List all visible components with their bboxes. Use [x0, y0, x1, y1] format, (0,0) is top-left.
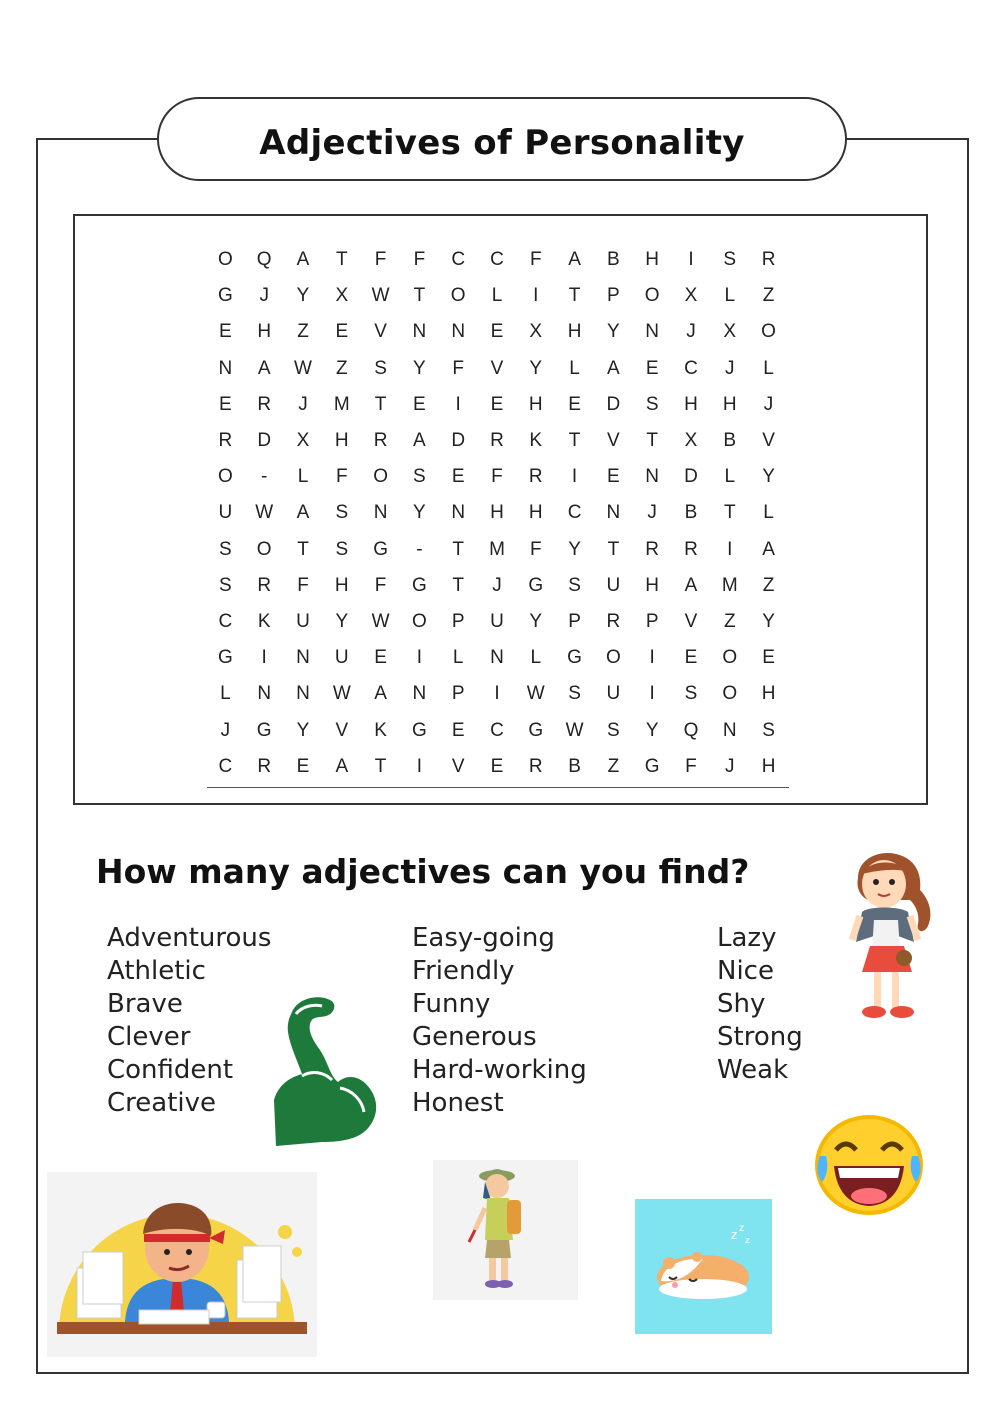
grid-letter: E	[451, 466, 465, 488]
grid-letter: C	[684, 357, 698, 379]
grid-letter: G	[411, 719, 427, 741]
grid-letter: Y	[645, 719, 659, 741]
word-item: Brave	[107, 989, 183, 1019]
grid-row	[206, 278, 789, 314]
grid-letter: H	[490, 502, 504, 524]
grid-letter: S	[374, 357, 387, 379]
grid-letter: Y	[413, 502, 426, 524]
grid-letter: N	[257, 683, 272, 705]
grid-letter: H	[257, 321, 272, 343]
grid-letter: T	[452, 574, 464, 596]
grid-letter: S	[762, 719, 775, 741]
grid-letter: R	[257, 393, 272, 415]
word-item: Funny	[412, 989, 491, 1019]
grid-letter: S	[607, 719, 620, 741]
grid-letter: R	[218, 430, 233, 452]
grid-letter: X	[684, 285, 698, 307]
word-item: Hard-working	[412, 1055, 587, 1085]
grid-letter: J	[220, 719, 231, 741]
grid-letter: P	[568, 610, 581, 632]
grid-letter: O	[722, 683, 738, 705]
word-item: Shy	[717, 989, 766, 1019]
grid-letter: U	[296, 610, 310, 632]
grid-letter: S	[723, 249, 737, 271]
grid-letter: H	[334, 430, 349, 452]
grid-letter: R	[645, 538, 660, 560]
grid-letter: Z	[762, 285, 775, 307]
word-list-column-2	[412, 922, 587, 1120]
grid-letter: X	[335, 285, 349, 307]
grid-letter: A	[296, 249, 310, 271]
grid-letter: Z	[762, 574, 775, 596]
grid-letter: Z	[723, 610, 736, 632]
word-item: Adventurous	[107, 923, 272, 953]
grid-letter: G	[218, 647, 233, 669]
grid-letter: Y	[296, 719, 310, 741]
grid-letter: R	[761, 249, 776, 271]
grid-letter: S	[335, 502, 349, 524]
grid-row	[206, 532, 789, 568]
grid-letter: T	[297, 538, 309, 560]
grid-letter: H	[528, 502, 543, 524]
grid-letter: Y	[762, 466, 775, 488]
question-heading: How many adjectives can you find?	[96, 852, 750, 891]
grid-letter: G	[373, 538, 388, 560]
grid-letter: E	[490, 393, 504, 415]
grid-row	[206, 351, 789, 387]
grid-letter: E	[490, 755, 504, 777]
grid-letter: L	[297, 466, 309, 488]
grid-letter: R	[257, 755, 272, 777]
grid-row	[206, 676, 789, 712]
grid-letter: J	[298, 393, 308, 415]
word-item: Confident	[107, 1055, 234, 1085]
grid-letter: S	[335, 538, 349, 560]
grid-letter: H	[334, 574, 349, 596]
grid-letter: N	[606, 502, 621, 524]
grid-letter: E	[645, 357, 659, 379]
grid-letter: V	[451, 755, 465, 777]
grid-letter: U	[218, 502, 233, 524]
grid-row	[206, 242, 789, 278]
grid-letter: Z	[335, 357, 348, 379]
grid-letter: D	[606, 393, 621, 415]
grid-letter: T	[568, 285, 581, 307]
grid-letter: V	[607, 430, 620, 452]
grid-letter: W	[294, 357, 312, 379]
grid-letter: V	[374, 321, 387, 343]
grid-letter: E	[374, 647, 387, 669]
grid-letter: J	[763, 393, 774, 415]
grid-letter: A	[374, 683, 387, 705]
svg-text:z: z	[731, 1228, 738, 1242]
grid-letter: O	[411, 610, 427, 632]
word-item: Honest	[412, 1088, 504, 1118]
grid-letter: N	[722, 719, 737, 741]
grid-letter: H	[567, 321, 582, 343]
grid-letter: D	[257, 430, 272, 452]
grid-letter: V	[490, 357, 504, 379]
grid-letter: R	[684, 538, 698, 560]
grid-letter: S	[684, 683, 698, 705]
grid-letter: N	[373, 502, 388, 524]
grid-letter: H	[684, 393, 698, 415]
grid-letter: G	[411, 574, 427, 596]
grid-letter: N	[490, 647, 504, 669]
grid-letter: C	[218, 610, 233, 632]
grid-letter: Q	[683, 719, 699, 741]
grid-letter: I	[416, 647, 423, 669]
grid-letter: X	[684, 430, 698, 452]
grid-letter: L	[763, 357, 774, 379]
grid-letter: W	[565, 719, 584, 741]
grid-letter: Z	[607, 755, 620, 777]
grid-letter: N	[412, 321, 427, 343]
grid-letter: N	[451, 321, 466, 343]
grid-letter: E	[762, 647, 775, 669]
word-item: Weak	[717, 1055, 789, 1085]
grid-letter: J	[725, 755, 735, 777]
grid-letter: A	[335, 755, 349, 777]
grid-letter: L	[530, 647, 542, 669]
grid-letter: R	[257, 574, 272, 596]
grid-letter: O	[218, 249, 233, 271]
grid-letter: C	[490, 249, 504, 271]
grid-letter: X	[529, 321, 543, 343]
grid-letter: E	[219, 393, 232, 415]
word-search-grid	[206, 242, 789, 785]
grid-letter: N	[645, 466, 660, 488]
grid-letter: A	[257, 357, 271, 379]
grid-letter: J	[647, 502, 657, 524]
grid-letter: I	[649, 647, 655, 669]
grid-letter: S	[413, 466, 426, 488]
grid-letter: H	[722, 393, 737, 415]
page-title: Adjectives of Personality	[259, 123, 745, 163]
grid-letter: I	[727, 538, 733, 560]
grid-letter: B	[568, 755, 581, 777]
word-list-column-1	[107, 922, 271, 1120]
title-banner	[157, 97, 847, 181]
grid-letter: E	[335, 321, 349, 343]
grid-letter: F	[452, 357, 464, 379]
grid-letter: G	[256, 719, 272, 741]
grid-letter: K	[374, 719, 387, 741]
grid-letter: Y	[335, 610, 349, 632]
grid-letter: O	[373, 466, 388, 488]
girl-illustration	[838, 850, 938, 1025]
grid-letter: O	[256, 538, 272, 560]
word-item: Easy-going	[412, 923, 555, 953]
grid-letter: T	[568, 430, 581, 452]
grid-letter: O	[218, 466, 233, 488]
grid-letter: G	[567, 647, 582, 669]
grid-letter: E	[568, 393, 581, 415]
grid-letter: N	[412, 683, 427, 705]
muscle-arm-icon	[268, 992, 386, 1152]
grid-letter: C	[451, 249, 466, 271]
grid-letter: X	[723, 321, 737, 343]
grid-letter: O	[450, 285, 466, 307]
grid-letter: S	[568, 574, 581, 596]
grid-letter: Y	[296, 285, 310, 307]
svg-text:z: z	[739, 1223, 745, 1234]
grid-letter: I	[688, 249, 694, 271]
grid-letter: E	[296, 755, 310, 777]
grid-letter: F	[685, 755, 697, 777]
grid-letter: N	[296, 647, 310, 669]
grid-letter: Q	[256, 249, 272, 271]
word-item: Lazy	[717, 923, 777, 953]
grid-letter: A	[762, 538, 775, 560]
grid-letter: E	[219, 321, 232, 343]
explorer-boy-illustration	[433, 1160, 578, 1300]
grid-letter: T	[374, 755, 387, 777]
grid-letter: Y	[762, 610, 775, 632]
grid-letter: V	[335, 719, 349, 741]
grid-letter: I	[261, 647, 267, 669]
grid-letter: N	[451, 502, 466, 524]
grid-letter: B	[684, 502, 698, 524]
grid-letter: V	[684, 610, 698, 632]
grid-letter: P	[451, 683, 465, 705]
grid-letter: I	[494, 683, 500, 705]
grid-letter: T	[452, 538, 464, 560]
grid-letter: B	[607, 249, 620, 271]
word-item: Generous	[412, 1022, 537, 1052]
grid-letter: C	[567, 502, 582, 524]
grid-letter: M	[489, 538, 505, 560]
grid-letter: V	[762, 430, 775, 452]
grid-letter: F	[374, 574, 387, 596]
grid-letter: L	[724, 466, 736, 488]
word-item: Friendly	[412, 956, 515, 986]
grid-letter: P	[451, 610, 465, 632]
grid-letter: D	[684, 466, 698, 488]
grid-letter: M	[721, 574, 738, 596]
grid-letter: I	[455, 393, 461, 415]
grid-letter: S	[568, 683, 581, 705]
grid-letter: N	[218, 357, 233, 379]
grid-letter: L	[724, 285, 736, 307]
grid-letter: Y	[568, 538, 581, 560]
grid-letter: -	[261, 466, 268, 488]
grid-letter: E	[413, 393, 426, 415]
sleeping-hamster-illustration	[635, 1199, 772, 1334]
grid-letter: K	[529, 430, 543, 452]
grid-letter: E	[684, 647, 698, 669]
grid-letter: H	[645, 249, 660, 271]
grid-row	[206, 640, 789, 676]
grid-letter: R	[528, 755, 543, 777]
hard-working-man-illustration	[47, 1172, 317, 1357]
grid-row	[206, 568, 789, 604]
grid-letter: G	[218, 285, 233, 307]
grid-letter: O	[761, 321, 776, 343]
grid-letter: X	[296, 430, 310, 452]
grid-letter: G	[528, 719, 544, 741]
grid-letter: L	[452, 647, 464, 669]
grid-letter: Y	[413, 357, 426, 379]
grid-letter: O	[644, 285, 660, 307]
grid-letter: U	[606, 683, 621, 705]
grid-letter: G	[528, 574, 544, 596]
grid-letter: J	[259, 285, 269, 307]
grid-letter: F	[413, 249, 426, 271]
grid-letter: J	[492, 574, 502, 596]
grid-letter: E	[490, 321, 504, 343]
grid-letter: L	[220, 683, 231, 705]
grid-letter: I	[649, 683, 655, 705]
grid-letter: F	[529, 538, 542, 560]
grid-letter: P	[645, 610, 659, 632]
grid-letter: G	[644, 755, 660, 777]
grid-letter: F	[491, 466, 503, 488]
grid-letter: W	[255, 502, 274, 524]
grid-letter: L	[569, 357, 580, 379]
grid-letter: A	[607, 357, 620, 379]
grid-letter: A	[684, 574, 698, 596]
grid-letter: U	[606, 574, 621, 596]
grid-letter: M	[333, 393, 350, 415]
grid-letter: W	[371, 285, 390, 307]
grid-letter: F	[374, 249, 387, 271]
grid-letter: Y	[529, 357, 543, 379]
grid-letter: D	[451, 430, 466, 452]
grid-row	[206, 459, 789, 495]
grid-letter: E	[607, 466, 620, 488]
grid-letter: A	[413, 430, 426, 452]
laughing-emoji-icon	[812, 1112, 926, 1218]
grid-letter: K	[257, 610, 271, 632]
grid-letter: U	[490, 610, 504, 632]
grid-letter: S	[219, 538, 232, 560]
word-item: Athletic	[107, 956, 206, 986]
grid-row	[206, 749, 789, 785]
grid-letter: R	[490, 430, 504, 452]
grid-letter: T	[335, 249, 348, 271]
word-item: Strong	[717, 1022, 803, 1052]
grid-letter: U	[334, 647, 349, 669]
grid-letter: -	[416, 538, 423, 560]
grid-letter: W	[371, 610, 390, 632]
grid-letter: T	[374, 393, 387, 415]
grid-letter: J	[686, 321, 696, 343]
grid-letter: A	[568, 249, 581, 271]
word-item: Nice	[717, 956, 774, 986]
grid-letter: T	[607, 538, 620, 560]
grid-letter: N	[645, 321, 660, 343]
word-list-column-3	[717, 922, 803, 1087]
grid-letter: A	[296, 502, 310, 524]
grid-letter: S	[645, 393, 659, 415]
grid-letter: H	[761, 755, 776, 777]
grid-row	[206, 423, 789, 459]
grid-row	[206, 712, 789, 748]
grid-letter: Z	[297, 321, 309, 343]
grid-letter: O	[722, 647, 738, 669]
grid-letter: L	[763, 502, 774, 524]
grid-letter: B	[723, 430, 737, 452]
grid-letter: H	[645, 574, 660, 596]
grid-letter: F	[297, 574, 309, 596]
grid-letter: Y	[529, 610, 543, 632]
grid-letter: T	[723, 502, 736, 524]
grid-row	[206, 604, 789, 640]
grid-letter: N	[296, 683, 310, 705]
grid-letter: J	[725, 357, 735, 379]
grid-letter: R	[606, 610, 621, 632]
grid-letter: O	[605, 647, 621, 669]
grid-letter: P	[607, 285, 620, 307]
grid-letter: W	[332, 683, 351, 705]
svg-text:z: z	[745, 1236, 750, 1246]
grid-letter: C	[218, 755, 233, 777]
grid-letter: H	[528, 393, 543, 415]
grid-letter: E	[451, 719, 465, 741]
grid-letter: I	[571, 466, 578, 488]
grid-letter: C	[490, 719, 504, 741]
grid-letter: I	[533, 285, 539, 307]
grid-row	[206, 495, 789, 531]
grid-letter: F	[529, 249, 542, 271]
word-item: Creative	[107, 1088, 217, 1118]
grid-letter: W	[526, 683, 545, 705]
grid-letter: I	[416, 755, 423, 777]
grid-letter: H	[761, 683, 776, 705]
grid-letter: R	[373, 430, 388, 452]
grid-letter: F	[335, 466, 348, 488]
grid-letter: T	[646, 430, 658, 452]
grid-row	[206, 314, 789, 350]
grid-letter: S	[219, 574, 232, 596]
grid-underline	[207, 787, 789, 788]
grid-row	[206, 387, 789, 423]
grid-letter: T	[413, 285, 426, 307]
grid-letter: Y	[607, 321, 620, 343]
word-item: Clever	[107, 1022, 191, 1052]
grid-letter: R	[528, 466, 543, 488]
grid-letter: L	[491, 285, 503, 307]
